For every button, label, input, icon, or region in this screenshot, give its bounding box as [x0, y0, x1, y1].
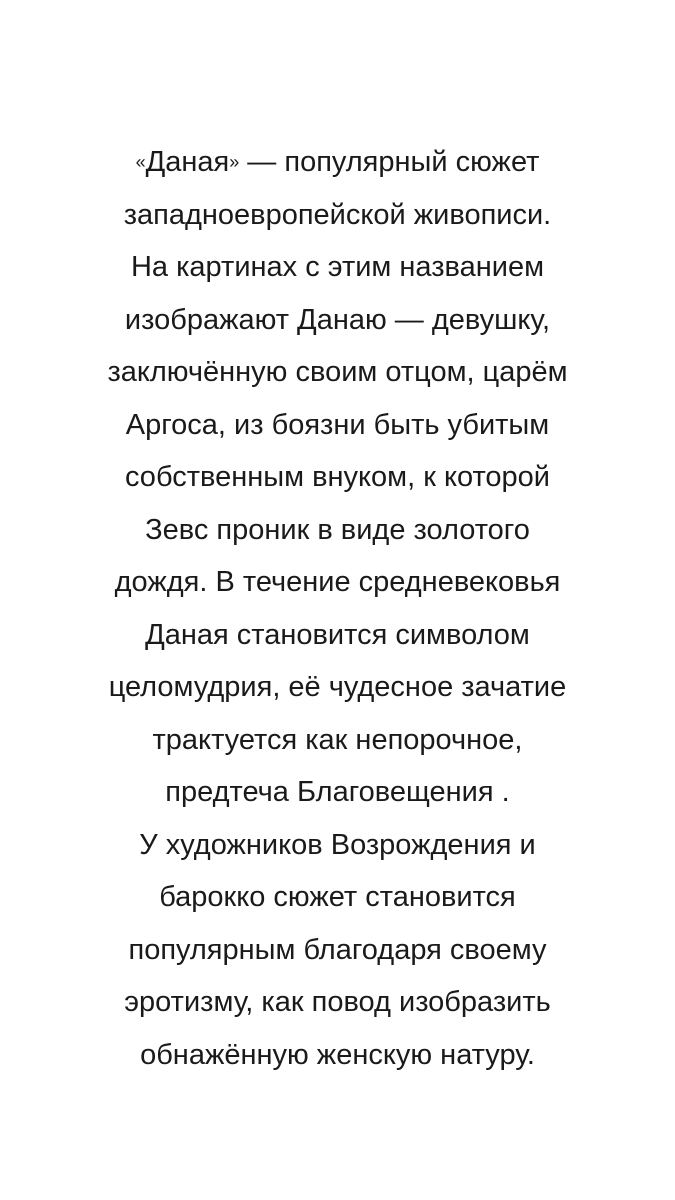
text-line-5: заключённую своим отцом, царём	[107, 356, 568, 388]
text-line-2: западноевропейской живописи.	[123, 198, 552, 231]
text-line-10: Даная становится символом	[145, 618, 530, 651]
text-line-1	[0, 136, 675, 189]
text-line-8: Зевс проник в виде золотого	[145, 513, 530, 546]
text-line-13: предтеча Благовещения .	[165, 776, 510, 808]
text-line-4: изображают Данаю — девушку,	[124, 303, 551, 336]
first-line-rest: — популярный сюжет	[239, 146, 540, 178]
opening-quote: «	[135, 152, 146, 172]
text-line-9: дождя. В течение средневековья	[114, 566, 561, 598]
text-line-12: трактуется как непорочное,	[152, 723, 523, 756]
text-line-7: собственным внуком, к которой	[124, 461, 550, 493]
text-line-16: популярным благодаря своему	[128, 933, 547, 966]
text-line-11: целомудрия, её чудесное зачатие	[108, 671, 567, 703]
closing-quote: »	[229, 152, 240, 172]
article-text	[0, 136, 675, 1081]
text-line-17: эротизму, как повод изобразить	[124, 986, 551, 1018]
text-line-3: На картинах с этим названием	[130, 251, 545, 283]
title-word: Даная	[145, 146, 230, 178]
text-line-14: У художников Возрождения и	[139, 828, 536, 861]
text-line-15: барокко сюжет становится	[159, 881, 516, 913]
text-line-18: обнажённую женскую натуру.	[140, 1038, 535, 1071]
text-line-6: Аргоса, из боязни быть убитым	[125, 408, 550, 441]
